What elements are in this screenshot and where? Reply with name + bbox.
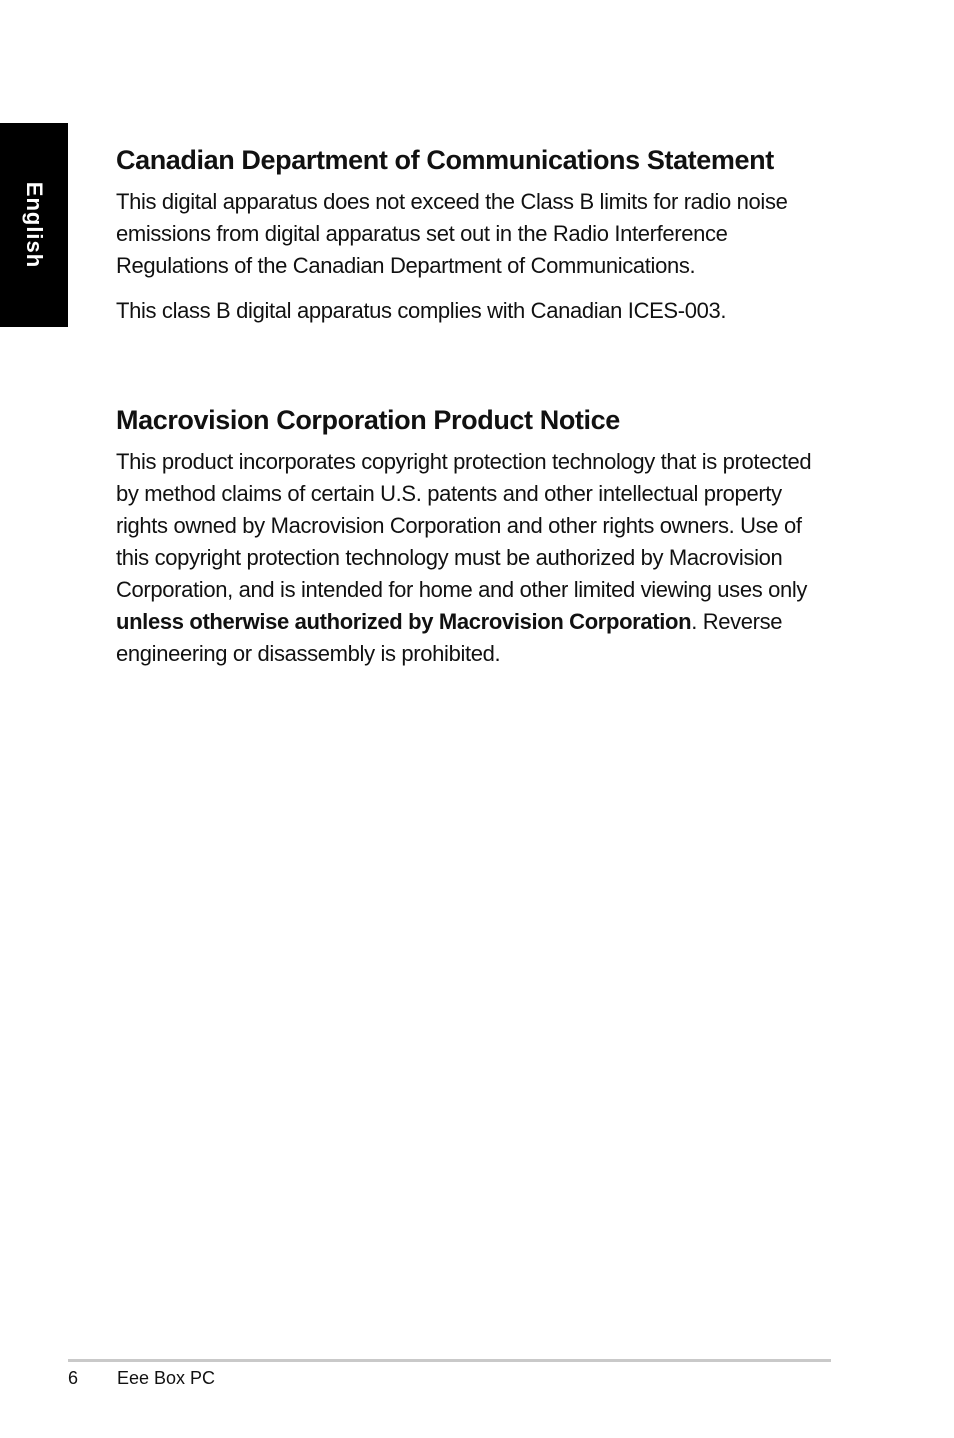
- macrovision-bold-text: unless otherwise authorized by Macrovision Corporation: [116, 609, 692, 634]
- footer-page-number: 6: [68, 1368, 79, 1388]
- macrovision-paragraph: [116, 446, 831, 670]
- section-title-canadian: Canadian Department of Communications Statement: [116, 145, 774, 175]
- language-tab-label: English: [22, 181, 47, 269]
- footer-divider: [68, 1359, 831, 1362]
- canadian-paragraph-1: This digital apparatus does not exceed the Class B limits for radio noise emissions from digital apparatus set out in the Radio Interference Regulations of the Canadian Department of Communications.: [116, 189, 788, 278]
- footer-product-name: Eee Box PC: [117, 1368, 216, 1388]
- macrovision-notice-section: [116, 400, 831, 670]
- page-content: [116, 140, 831, 670]
- macrovision-text-part1: This product incorporates copyright protection technology that is protected by method claims of certain U.S. patents and other intellectual property rights owned by Macrovision Corporation and other rights owners. Use of this copyright protection technology must be authorized by Macrovision Corporation, and is intended for home and other limited viewing uses only: [116, 449, 812, 602]
- section-title-macrovision: Macrovision Corporation Product Notice: [116, 405, 620, 435]
- canadian-paragraph-2: This class B digital apparatus complies with Canadian ICES-003.: [116, 298, 727, 323]
- language-side-tab: [0, 123, 68, 327]
- macrovision-text-part2: . Reverse engineering or disassembly is prohibited.: [116, 609, 783, 666]
- canadian-statement-section: [116, 140, 831, 327]
